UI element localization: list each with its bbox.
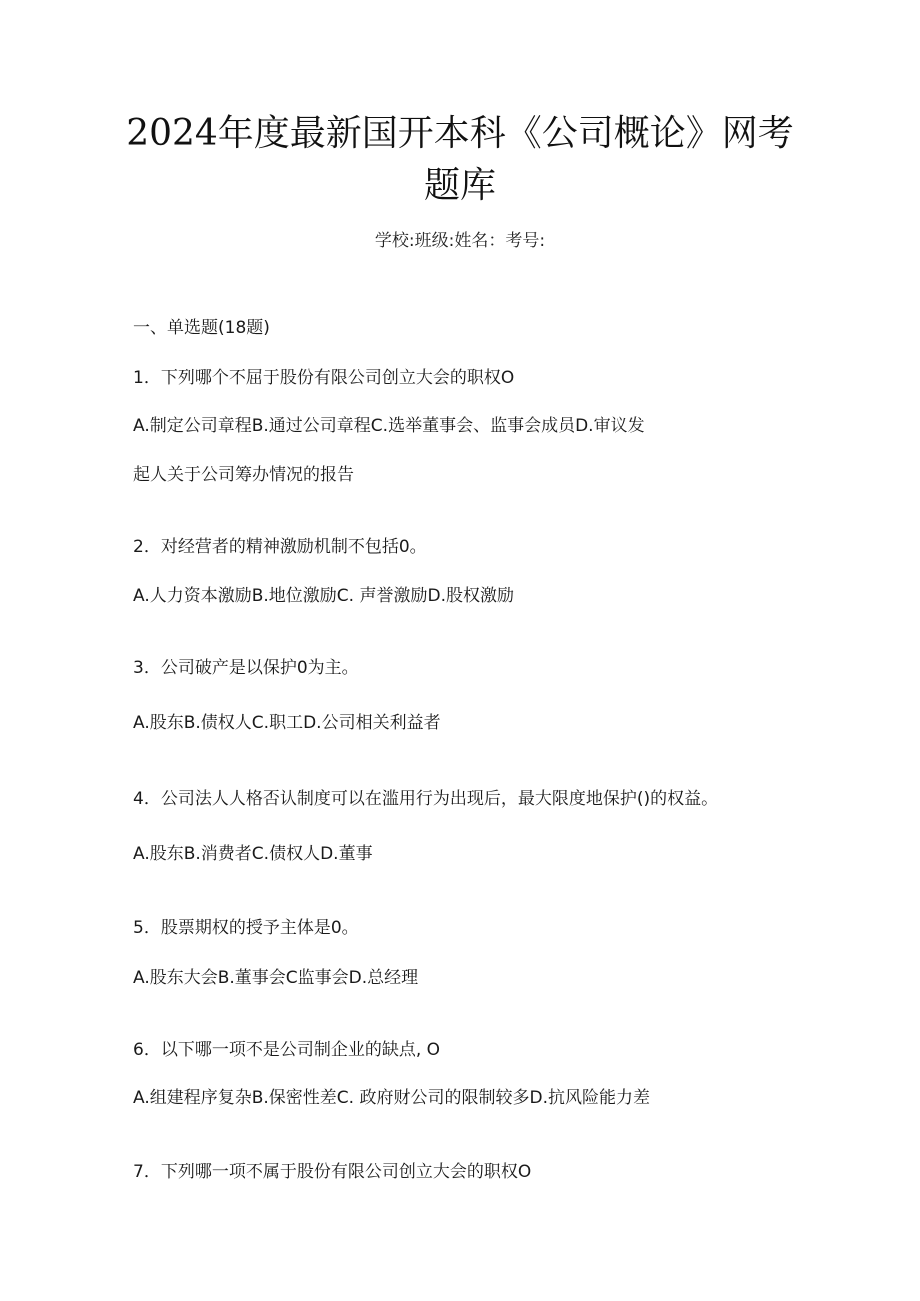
question-1-options-continued: 起人关于公司筹办情况的报告: [133, 465, 354, 485]
question-3-stem: 3．公司破产是以保护0为主。: [133, 658, 359, 678]
question-2-stem: 2．对经营者的精神激励机制不包括0。: [133, 537, 427, 557]
question-7-stem: 7．下列哪一项不属于股份有限公司创立大会的职权O: [133, 1162, 532, 1182]
question-6-stem: 6．以下哪一项不是公司制企业的缺点, O: [133, 1040, 441, 1060]
question-4-stem: 4．公司法人人格否认制度可以在滥用行为出现后，最大限度地保护()的权益。: [133, 789, 719, 809]
question-2-options: A.人力资本激励B.地位激励C. 声誉激励D.股权激励: [133, 586, 514, 606]
question-4-options: A.股东B.消费者C.债权人D.董事: [133, 844, 373, 864]
document-title: 2024年度最新国开本科《公司概论》网考题库: [126, 113, 794, 206]
section-heading: 一、单选题(18题): [133, 318, 270, 338]
question-3-options: A.股东B.债权人C.职工D.公司相关利益者: [133, 713, 441, 733]
question-1-stem: 1．下列哪个不屈于股份有限公司创立大会的职权O: [133, 368, 515, 388]
question-1-options: A.制定公司章程B.通过公司章程C.选举董事会、监事会成员D.审议发: [133, 416, 645, 436]
question-6-options: A.组建程序复杂B.保密性差C. 政府财公司的限制较多D.抗风险能力差: [133, 1088, 650, 1108]
question-5-stem: 5．股票期权的授予主体是0。: [133, 918, 359, 938]
question-5-options: A.股东大会B.董事会C监事会D.总经理: [133, 968, 419, 988]
student-info-line: 学校:班级:姓名：考号:: [374, 231, 546, 251]
